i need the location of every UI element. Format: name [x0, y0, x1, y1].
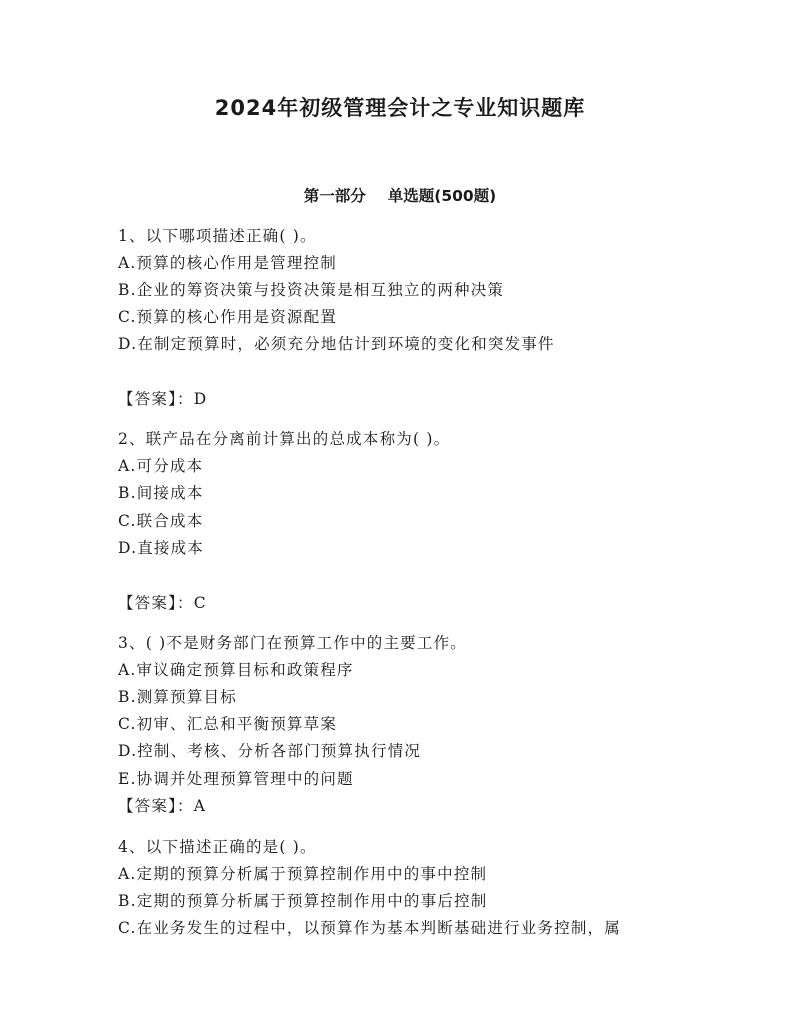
question-option: C.初审、汇总和平衡预算草案 [118, 715, 338, 733]
question-stem: 2、联产品在分离前计算出的总成本称为( )。 [118, 430, 451, 448]
section-heading [0, 184, 800, 206]
question-option: C.在业务发生的过程中，以预算作为基本判断基础进行业务控制，属 [118, 919, 621, 937]
question-option: A.可分成本 [118, 457, 204, 475]
question-option: A.审议确定预算目标和政策程序 [118, 661, 354, 679]
question-option: D.直接成本 [118, 539, 205, 557]
document-title: 2024年初级管理会计之专业知识题库 [214, 96, 586, 120]
question-option: A.定期的预算分析属于预算控制作用中的事中控制 [118, 865, 488, 883]
question-option: E.协调并处理预算管理中的问题 [118, 770, 354, 788]
question-option: B.企业的筹资决策与投资决策是相互独立的两种决策 [118, 281, 505, 299]
section-name: 单选题(500题) [387, 187, 497, 205]
question-option: D.控制、考核、分析各部门预算执行情况 [118, 742, 422, 760]
question-option: B.定期的预算分析属于预算控制作用中的事后控制 [118, 892, 488, 910]
answer-label: 【答案】：A [118, 797, 207, 815]
question-option: C.联合成本 [118, 512, 204, 530]
question-option: B.测算预算目标 [118, 688, 237, 706]
question-option: B.间接成本 [118, 484, 204, 502]
question-stem: 1、以下哪项描述正确( )。 [118, 227, 317, 245]
question-option: D.在制定预算时，必须充分地估计到环境的变化和突发事件 [118, 335, 555, 353]
answer-label: 【答案】：D [118, 390, 208, 408]
answer-label: 【答案】：C [118, 594, 207, 612]
question-option: C.预算的核心作用是资源配置 [118, 308, 338, 326]
question-stem: 3、( )不是财务部门在预算工作中的主要工作。 [118, 634, 467, 652]
section-part: 第一部分 [303, 187, 366, 205]
question-option: A.预算的核心作用是管理控制 [118, 254, 337, 272]
question-stem: 4、以下描述正确的是( )。 [118, 838, 317, 856]
